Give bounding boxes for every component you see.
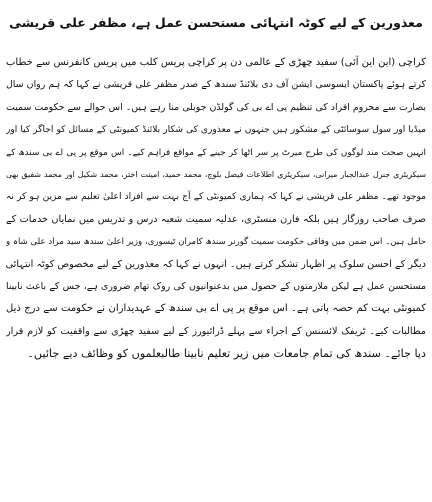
article-line: کراچی (این این آئی) سفید چھڑی کے عالمی دن پر کراچی پریس کلب میں پریس کانفرنس سے خطاب <box>6 57 426 68</box>
article-body <box>6 52 426 365</box>
article-line: حامل ہیں۔ اس ضمن میں وفاقی حکومت سمیت گورنر سندھ کامران ٹیسوری، وزیر اعلیٰ سندھ سید مراد علی شاہ و <box>6 237 426 248</box>
article-line: موجود تھے۔ مظفر علی قریشی نے کہا کہ ہماری کمیونٹی کے آج بہت سے افراد اعلیٰ تعلیم سے مزین ہو کر نہ <box>6 192 426 203</box>
article-line: دیگر کے احسن سلوک پر اظہار تشکر کرتے ہیں۔ انہوں نے کہا کہ معذورین کے لیے مخصوص کوٹہ انتہائی <box>6 258 426 270</box>
article-line: میڈیا اور سول سوسائٹی کے مشکور ہیں جنہوں نے معذوری کی شکار بلائنڈ کمیونٹی کے مسائل کو اجاگر کیا اور <box>6 125 426 136</box>
article-line: کمیونٹی بہت کم حصہ پاتی ہے۔ اس موقع پر پی اے بی سندھ کے عہدیداران نے حکومت سے درج ذیل <box>6 303 426 315</box>
article-line: کرتے ہوئے پاکستان ایسوسی ایشن آف دی بلائنڈ سندھ کے صدر مظفر علی قریشی نے کہا کہ ہم رواں سال <box>6 79 426 91</box>
article-line: مطالبات کیے۔ ٹریفک لائسنس کے اجراء سے پہلے ڈرائیورز کے لیے سفید چھڑی سے واقفیت کو لازم قرار <box>6 325 426 337</box>
article-line: مستحسن عمل ہے لیکن ملازمتوں کے حصول میں بدعنوانیوں کی روک تھام ضروری ہے، جس کے باعث نابینا <box>6 280 426 292</box>
article-line: سیکریٹری جنرل عبدالجبار میرانی، سیکریٹری اطلاعات فیصل بلوچ، محمد حمید، امینت اختر، محمد شکیل اور محمد شفیق بھی <box>6 169 426 179</box>
article-line: بصارت سے محروم افراد کی تنظیم پی اے بی کی گولڈن جوبلی منا رہے ہیں۔ اس حوالے سے حکومت سمیت <box>6 101 426 113</box>
article-headline: معذورین کے لیے کوٹہ انتہائی مستحسن عمل ہے، مظفر علی قریشی <box>9 15 423 30</box>
article-line: صرف صاحب روزگار ہیں بلکہ فارن منسٹری، عدلیہ سمیت شعبہ درس و تدریس میں نمایاں خدمات کے <box>6 213 426 225</box>
article-line: دیا جائے۔ سندھ کی تمام جامعات میں زیر تعلیم نابینا طالبعلموں کو وظائف دیے جائیں۔ <box>27 347 426 361</box>
article-line: انہیں صحت مند لوگوں کی طرح میرٹ پر سر اٹھا کر جینے کے مواقع فراہم کیے۔ اس موقع پر پی اے بی سندھ کے <box>6 147 426 158</box>
